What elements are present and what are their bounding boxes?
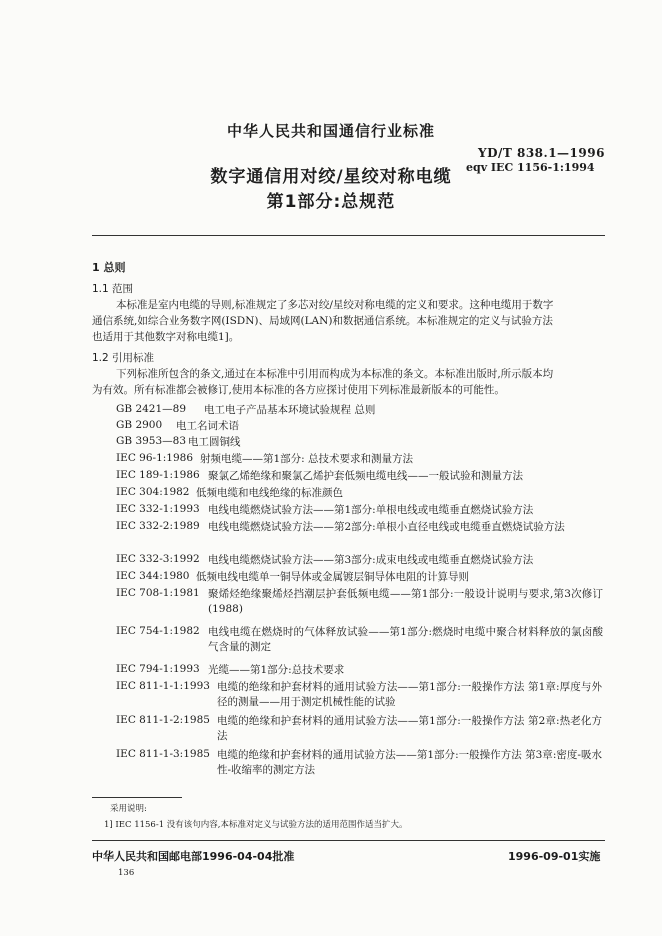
- reference-title: 低频电线电缆单一铜导体或金属镀层铜导体电阻的计算导则: [196, 571, 469, 583]
- reference-title: 聚烯烃绝缘聚烯烃挡潮层护套低频电缆——第1部分:一般设计说明与要求,第3次修订(1988): [208, 588, 603, 615]
- reference-item: [92, 587, 612, 625]
- effective-date: 1996-09-01实施: [508, 850, 601, 863]
- reference-item: [92, 403, 612, 419]
- reference-item: [92, 680, 612, 714]
- reference-item: [92, 714, 612, 748]
- reference-title: 光缆——第1部分:总技术要求: [208, 664, 345, 676]
- reference-title: 电线电缆在燃烧时的气体释放试验——第1部分:燃烧时电缆中聚合材料释放的氯卤酸气含量的测定: [208, 626, 603, 653]
- normative-line-1: 下列标准所包含的条文,通过在本标准中引用而构成为本标准的条文。本标准出版时,所示版本均: [116, 368, 554, 380]
- reference-title: 电缆的绝缘和护套材料的通用试验方法——第1部分:一般操作方法 第3章:密度-吸水性-收缩率的测定方法: [217, 749, 602, 776]
- reference-title: 电工圆铜线: [188, 436, 241, 448]
- equivalent-standard: eqv IEC 1156-1:1994: [466, 161, 595, 174]
- reference-number: GB 2421—89: [116, 403, 187, 415]
- reference-item: [92, 469, 612, 486]
- reference-title: 电线电缆燃烧试验方法——第2部分:单根小直径电线或电缆垂直燃烧试验方法: [208, 521, 565, 533]
- scope-line-2: 通信系统,如综合业务数字网(ISDN)、局域网(LAN)和数据通信系统。本标准规定的定义与试验方法: [92, 315, 553, 327]
- scope-line-3: 也适用于其他数字对称电缆1]。: [92, 331, 240, 343]
- document-title: 数字通信用对绞/星绞对称电缆: [210, 167, 452, 187]
- section-1-heading: 1 总则: [92, 261, 126, 274]
- reference-title: 低频电缆和电线绝缘的标准颜色: [196, 487, 343, 499]
- reference-title: 电线电缆燃烧试验方法——第1部分:单根电线或电缆垂直燃烧试验方法: [208, 504, 534, 516]
- footnote-divider: [92, 797, 182, 798]
- reference-item: [92, 486, 612, 503]
- reference-item: [92, 570, 612, 587]
- reference-number: IEC 304:1982: [116, 486, 190, 498]
- reference-item: [92, 520, 612, 553]
- reference-title: 电工名词术语: [176, 420, 239, 432]
- reference-number: IEC 332-1:1993: [116, 503, 200, 515]
- reference-item: [92, 419, 612, 435]
- reference-number: IEC 811-1-1:1993: [116, 680, 210, 692]
- reference-number: IEC 708-1:1981: [116, 587, 200, 599]
- reference-number: IEC 332-2:1989: [116, 520, 200, 532]
- reference-title: 聚氯乙烯绝缘和聚氯乙烯护套低频电缆电线——一般试验和测量方法: [208, 470, 523, 482]
- section-1-1-heading: 1.1 范围: [92, 283, 134, 295]
- reference-number: IEC 794-1:1993: [116, 663, 200, 675]
- reference-item: [92, 553, 612, 570]
- scope-line-1: 本标准是室内电缆的导则,标准规定了多芯对绞/星绞对称电缆的定义和要求。这种电缆用于数字: [116, 299, 554, 311]
- reference-item: [92, 503, 612, 520]
- reference-number: IEC 811-1-3:1985: [116, 748, 210, 760]
- reference-number: IEC 332-3:1992: [116, 553, 200, 565]
- reference-number: IEC 344:1980: [116, 570, 190, 582]
- issuing-organization: 中华人民共和国通信行业标准: [226, 122, 435, 140]
- reference-number: IEC 96-1:1986: [116, 452, 194, 464]
- reference-number: GB 2900: [116, 419, 163, 431]
- reference-title: 电工电子产品基本环境试验规程 总则: [204, 404, 376, 416]
- reference-number: IEC 811-1-2:1985: [116, 714, 210, 726]
- header-divider: [92, 235, 605, 236]
- normative-line-2: 为有效。所有标准都会被修订,使用本标准的各方应探讨使用下列标准最新版本的可能性。: [92, 384, 505, 396]
- document-subtitle: 第1部分:总规范: [266, 192, 396, 212]
- reference-number: GB 3953—83: [116, 435, 187, 447]
- standard-code: YD/T 838.1—1996: [478, 146, 605, 160]
- reference-item: [92, 663, 612, 680]
- reference-list: [92, 403, 612, 782]
- reference-item: [92, 625, 612, 663]
- reference-title: 射频电缆——第1部分: 总技术要求和测量方法: [200, 453, 414, 465]
- reference-title: 电缆的绝缘和护套材料的通用试验方法——第1部分:一般操作方法 第1章:厚度与外径的测量——用于测定机械性能的试验: [217, 681, 602, 708]
- section-1-2-heading: 1.2 引用标准: [92, 352, 155, 364]
- reference-number: IEC 754-1:1982: [116, 625, 200, 637]
- reference-title: 电缆的绝缘和护套材料的通用试验方法——第1部分:一般操作方法 第2章:热老化方法: [217, 715, 602, 742]
- approval-date: 中华人民共和国邮电部1996-04-04批准: [92, 850, 295, 863]
- reference-item: [92, 452, 612, 469]
- adoption-notes-heading: 采用说明:: [110, 804, 147, 814]
- footer-divider: [92, 840, 605, 841]
- reference-item: [92, 435, 612, 452]
- page-number: 136: [118, 868, 135, 878]
- reference-title: 电线电缆燃烧试验方法——第3部分:成束电线或电缆垂直燃烧试验方法: [208, 554, 534, 566]
- reference-item: [92, 748, 612, 782]
- adoption-note-item: 1] IEC 1156-1 没有该句内容,本标准对定义与试验方法的适用范围作适当扩大。: [104, 820, 408, 830]
- reference-number: IEC 189-1:1986: [116, 469, 200, 481]
